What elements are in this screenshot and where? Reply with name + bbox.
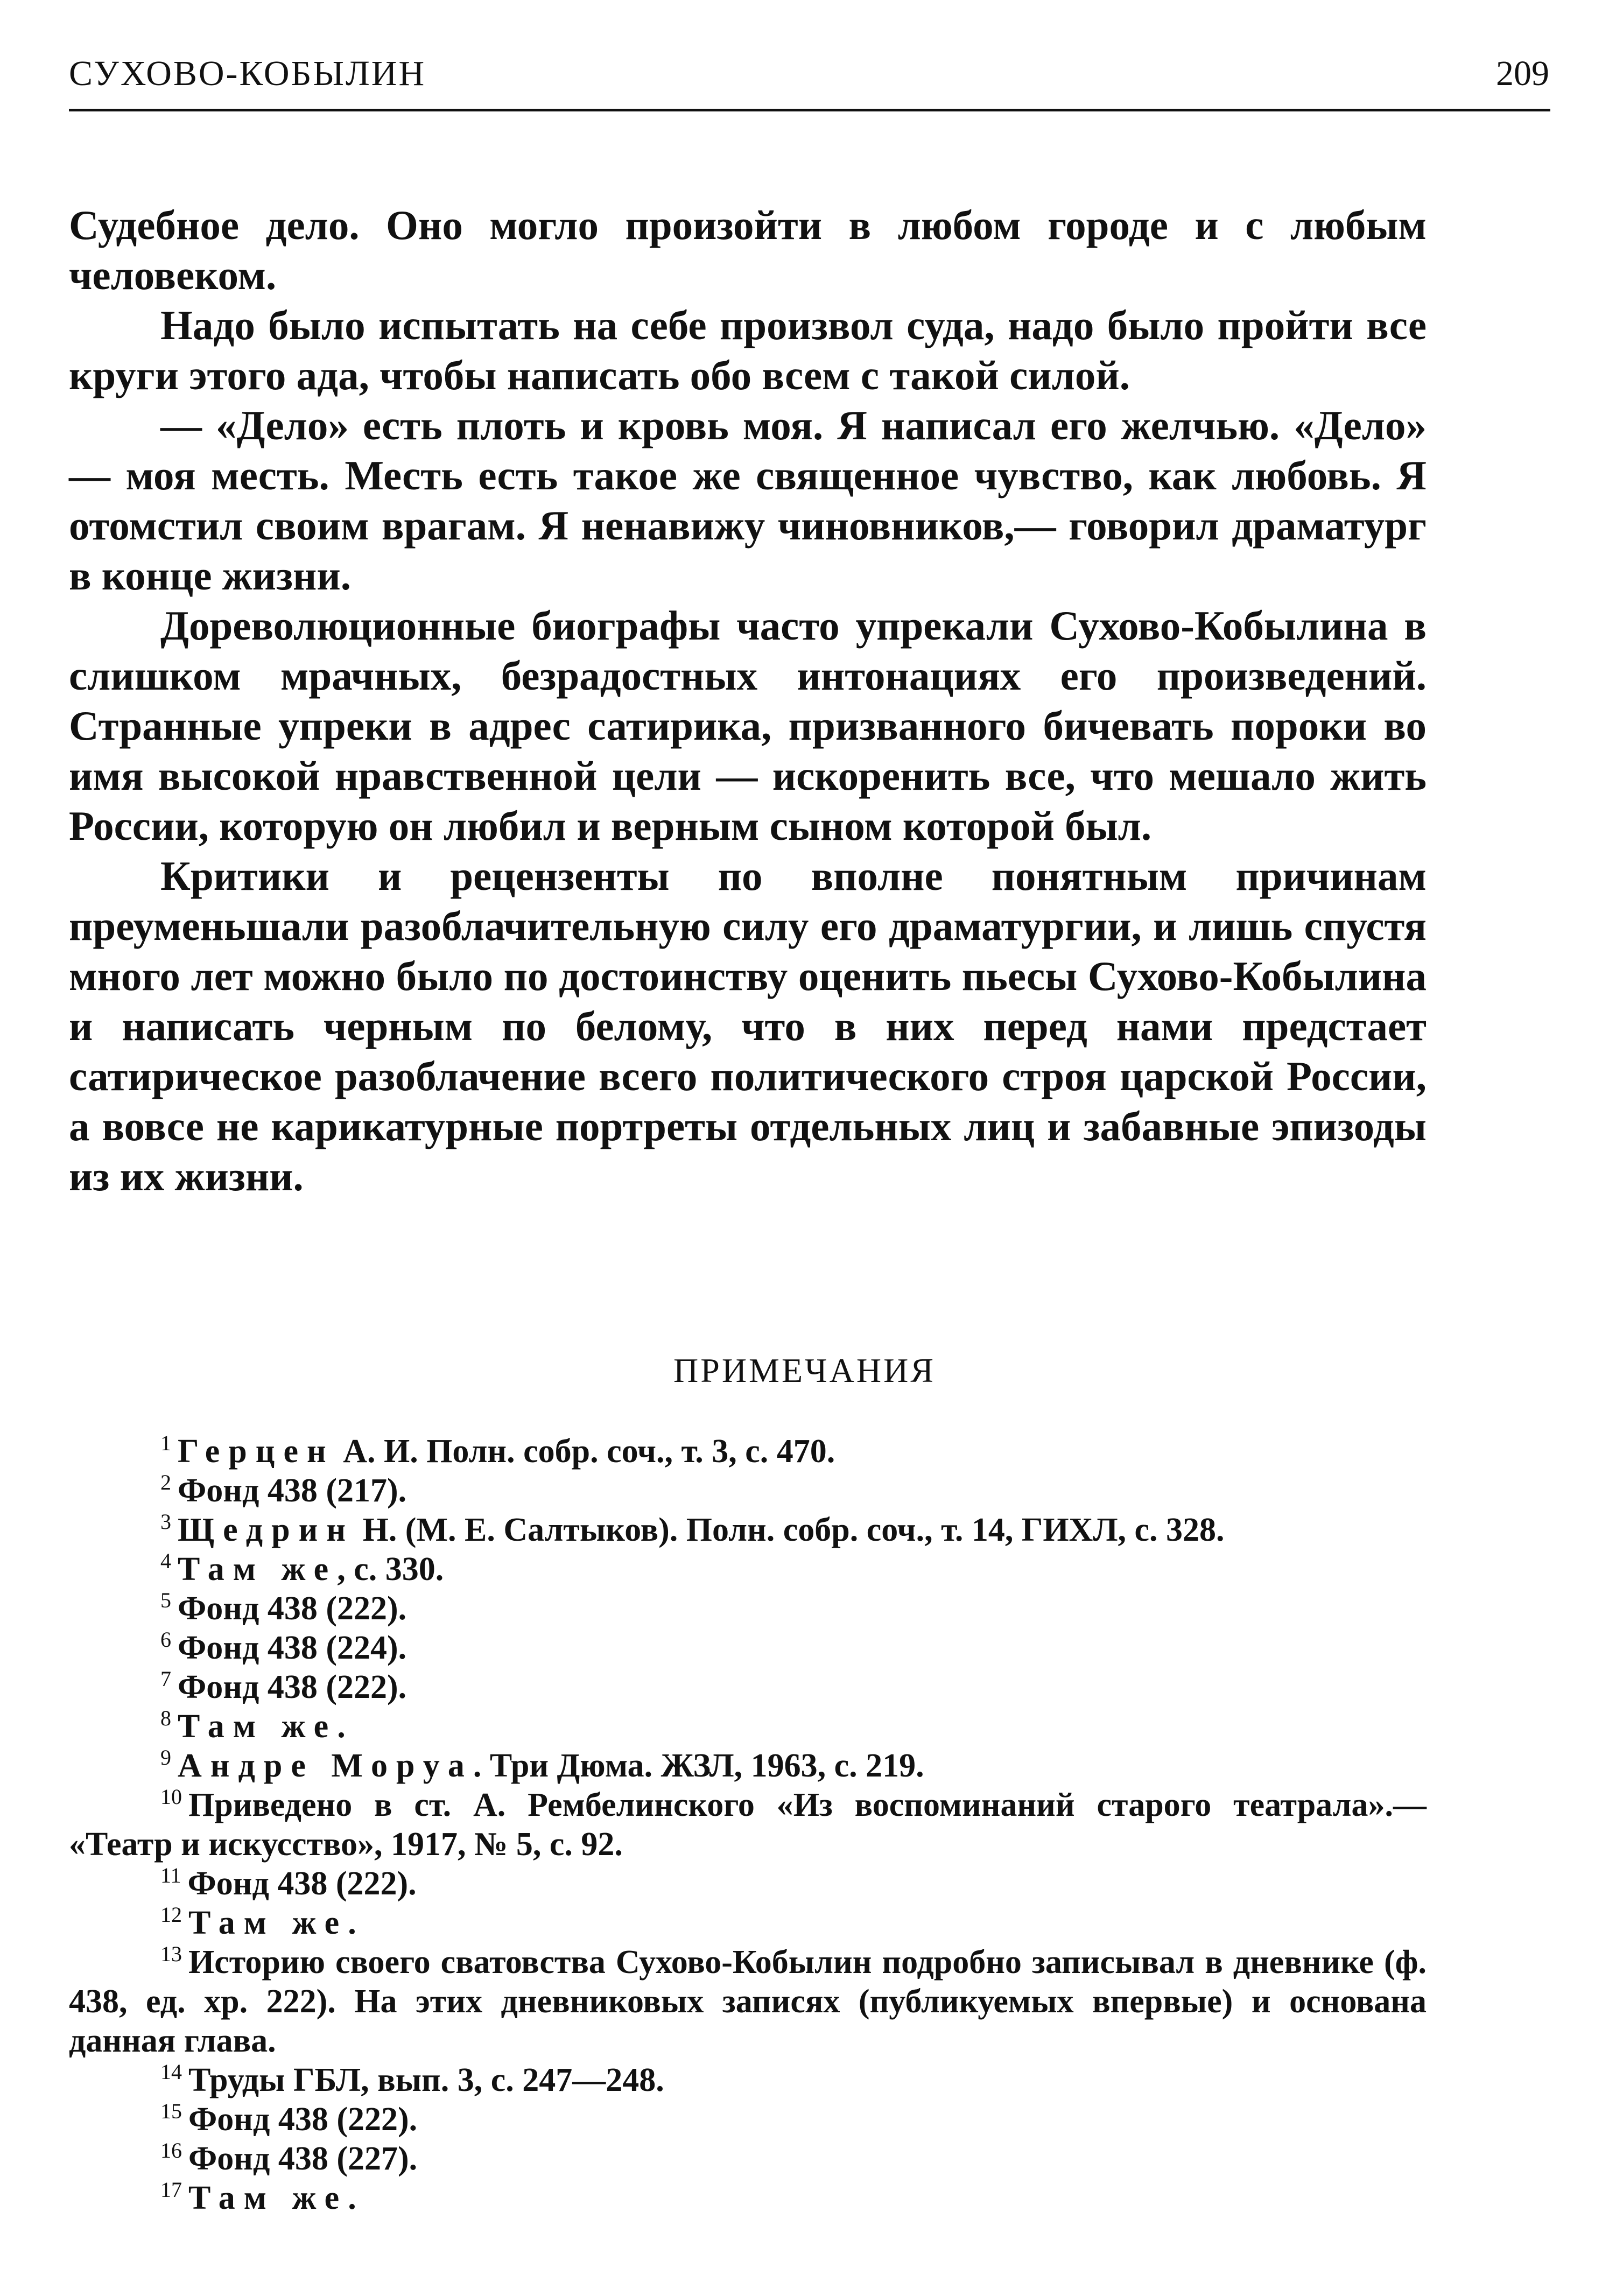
note-item <box>69 2100 1427 2139</box>
note-number: 8 <box>160 1706 171 1730</box>
note-text: Приведено в ст. А. Рембелинского «Из воспоминаний старого театрала».— «Театр и искусство», 1917, № 5, с. 92. <box>69 1787 1427 1863</box>
note-text: Фонд 438 (222). <box>178 1669 407 1705</box>
paragraph: Надо было испытать на себе произвол суда, надо было пройти все круги этого ада, чтобы написать обо всем с такой силой. <box>69 302 1427 398</box>
note-author: Там же <box>178 1708 338 1745</box>
note-text: Н. (М. Е. Салтыков). Полн. собр. соч., т. 14, ГИХЛ, с. 328. <box>354 1512 1225 1548</box>
paragraph: Судебное дело. Оно могло произойти в любом городе и с любым человеком. <box>69 202 1427 298</box>
note-author: Там же <box>188 2180 348 2216</box>
note-author: Герцен <box>178 1433 335 1470</box>
note-number: 1 <box>160 1431 171 1455</box>
note-item <box>69 2179 1427 2218</box>
note-item <box>69 1904 1427 1943</box>
note-item <box>69 1628 1427 1668</box>
running-header <box>69 50 1549 103</box>
note-text: Фонд 438 (222). <box>188 2101 418 2138</box>
note-item <box>69 1432 1427 1471</box>
note-number: 17 <box>160 2178 182 2202</box>
note-item <box>69 1864 1427 1904</box>
note-author: Там же <box>178 1551 338 1588</box>
note-item <box>69 1511 1427 1550</box>
note-number: 6 <box>160 1627 171 1652</box>
note-item <box>69 1943 1427 2061</box>
note-text: . <box>337 1708 346 1745</box>
note-item <box>69 2061 1427 2100</box>
page-number: 209 <box>1496 54 1549 93</box>
note-author: Щедрин <box>178 1512 355 1548</box>
note-item <box>69 1746 1427 1786</box>
note-number: 15 <box>160 2099 182 2123</box>
note-item <box>69 1550 1427 1589</box>
note-text: Фонд 438 (217). <box>178 1472 407 1509</box>
note-number: 13 <box>160 1942 182 1966</box>
notes-list <box>69 1432 1427 2218</box>
paragraph: — «Дело» есть плоть и кровь моя. Я написал его желчью. «Дело» — моя месть. Месть есть такое же священное чувство, как любовь. Я отомстил своим врагам. Я ненавижу чиновников,— говорил драматург в конце жизни. <box>69 402 1427 599</box>
note-item <box>69 2139 1427 2179</box>
note-text: Фонд 438 (224). <box>178 1630 407 1666</box>
note-author: Там же <box>188 1905 348 1941</box>
note-item <box>69 1589 1427 1628</box>
note-item <box>69 1786 1427 1864</box>
note-author: Андре Моруа <box>178 1747 473 1784</box>
note-number: 9 <box>160 1745 171 1770</box>
note-text: Фонд 438 (222). <box>178 1590 407 1627</box>
note-text: Фонд 438 (222). <box>187 1865 417 1902</box>
running-title: СУХОВО-КОБЫЛИН <box>69 54 426 93</box>
note-text: Труды ГБЛ, вып. 3, с. 247—248. <box>188 2062 664 2098</box>
note-item <box>69 1668 1427 1707</box>
notes-heading: ПРИМЕЧАНИЯ <box>673 1351 936 1389</box>
note-text: . <box>348 1905 356 1941</box>
note-number: 4 <box>160 1549 171 1573</box>
note-number: 14 <box>160 2060 182 2084</box>
paragraph: Критики и рецензенты по вполне понятным причинам преуменьшали разоблачительную силу его драматургии, и лишь спустя много лет можно было по достоинству оценить пьесы Сухово-Кобылина и написать черным по белому, что в них перед нами предстает сатирическое разоблачение всего политического строя царской России, а вовсе не карикатурные портреты отдельных лиц и забавные эпизоды из их жизни. <box>69 853 1427 1199</box>
paragraph: Дореволюционные биографы часто упрекали Сухово-Кобылина в слишком мрачных, безрадостных интонациях его произведений. Странные упреки в адрес сатирика, призванного бичевать пороки во имя высокой нравственной цели — искоренить все, что мешало жить России, которую он любил и верным сыном которой был. <box>69 602 1427 849</box>
main-text <box>69 200 1427 1202</box>
note-text: . <box>348 2180 356 2216</box>
note-number: 7 <box>160 1667 171 1691</box>
note-text: А. И. Полн. собр. соч., т. 3, с. 470. <box>334 1433 835 1470</box>
note-item <box>69 1471 1427 1511</box>
note-text: , с. 330. <box>337 1551 444 1588</box>
note-number: 16 <box>160 2138 182 2162</box>
note-text: Историю своего сватовства Сухово-Кобылин подробно записывал в дневнике (ф. 438, ед. хр. 222). На этих дневниковых записях (публикуемых впервые) и основана данная глава. <box>69 1944 1427 2059</box>
note-number: 12 <box>160 1902 182 1927</box>
note-number: 11 <box>160 1863 181 1887</box>
note-number: 3 <box>160 1509 171 1534</box>
header-rule <box>69 109 1550 111</box>
note-item <box>69 1707 1427 1746</box>
note-text: Фонд 438 (227). <box>188 2140 418 2177</box>
note-number: 10 <box>160 1785 182 1809</box>
note-number: 5 <box>160 1588 171 1612</box>
note-text: . Три Дюма. ЖЗЛ, 1963, с. 219. <box>473 1747 924 1784</box>
note-number: 2 <box>160 1470 171 1494</box>
